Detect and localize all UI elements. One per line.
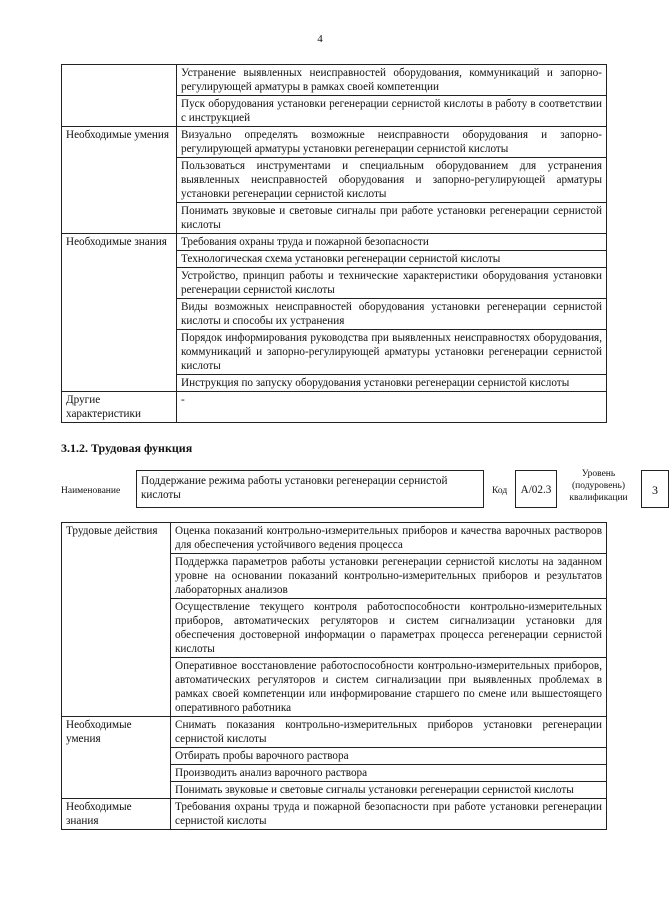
table-cell: Понимать звуковые и световые сигналы установки регенерации сернистой кислоты — [171, 782, 607, 799]
table-row — [62, 717, 607, 748]
table-row — [62, 65, 607, 96]
row-label — [62, 65, 177, 127]
row-label-knowledge: Необходимые знания — [62, 799, 171, 830]
table-cell: Оперативное восстановление работоспособности контрольно-измерительных приборов, автоматических регуляторов и систем сигнализации при выявленных проблемах в рамках своей компетенции или информирование старшего по смене или вышестоящего оперативного работника — [171, 658, 607, 717]
name-label: Наименование — [61, 486, 121, 496]
row-label-knowledge: Необходимые знания — [62, 234, 177, 392]
table-cell: Отбирать пробы варочного раствора — [171, 748, 607, 765]
professional-requirements-table-1 — [61, 64, 607, 423]
table-cell: Устранение выявленных неисправностей оборудования, коммуникаций и запорно-регулирующей арматуры в рамках своей компетенции — [177, 65, 607, 96]
table-row — [62, 799, 607, 830]
row-label-skills: Необходимые умения — [62, 127, 177, 234]
row-label-skills: Необходимые умения — [62, 717, 171, 799]
table-cell: Поддержка параметров работы установки регенерации сернистой кислоты на заданном уровне на основании показаний контрольно-измерительных приборов и результатов лабораторных анализов — [171, 554, 607, 599]
row-label-other: Другие характеристики — [62, 392, 177, 423]
section-title: 3.1.2. Трудовая функция — [61, 441, 193, 455]
table-cell: Производить анализ варочного раствора — [171, 765, 607, 782]
qualification-level: 3 — [641, 470, 669, 508]
row-label-actions: Трудовые действия — [62, 523, 171, 717]
table-cell: Пуск оборудования установки регенерации сернистой кислоты в работу в соответствии с инструкцией — [177, 96, 607, 127]
table-cell: Требования охраны труда и пожарной безопасности при работе установки регенерации сернистой кислоты — [171, 799, 607, 830]
code-label: Код — [492, 486, 508, 496]
table-cell: Технологическая схема установки регенерации сернистой кислоты — [177, 251, 607, 268]
table-cell: Оценка показаний контрольно-измерительных приборов и качества варочных растворов для обеспечения устойчивого ведения процесса — [171, 523, 607, 554]
table-cell: Инструкция по запуску оборудования установки регенерации сернистой кислоты — [177, 375, 607, 392]
table-cell: Порядок информирования руководства при выявленных неисправностях оборудования, коммуникаций и запорно-регулирующей арматуры установки регенерации сернистой кислоты — [177, 330, 607, 375]
table-row — [62, 392, 607, 423]
table-cell: Осуществление текущего контроля работоспособности контрольно-измерительных приборов, автоматических регуляторов и систем сигнализации установки для обеспечения достоверной информации о параметрах процесса регенерации сернистой кислоты — [171, 599, 607, 658]
table-cell: Требования охраны труда и пожарной безопасности — [177, 234, 607, 251]
function-header — [61, 468, 658, 516]
table-row — [62, 523, 607, 554]
table-cell: Понимать звуковые и световые сигналы при работе установки регенерации сернистой кислоты — [177, 203, 607, 234]
table-cell: Пользоваться инструментами и специальным оборудованием для устранения выявленных неисправностей оборудования и запорно-регулирующей арматуры установки регенерации сернистой кислоты — [177, 158, 607, 203]
table-cell: Визуально определять возможные неисправности оборудования и запорно-регулирующей арматуры установки регенерации сернистой кислоты — [177, 127, 607, 158]
professional-requirements-table-2 — [61, 522, 607, 830]
table-cell: Устройство, принцип работы и технические характеристики оборудования установки регенерации сернистой кислоты — [177, 268, 607, 299]
table-row — [62, 234, 607, 251]
table-cell: Виды возможных неисправностей оборудования установки регенерации сернистой кислоты и способы их устранения — [177, 299, 607, 330]
table-cell: - — [177, 392, 607, 423]
page-number: 4 — [317, 33, 323, 45]
level-label: Уровень (подуровень) квалификации — [569, 469, 628, 503]
table-cell: Снимать показания контрольно-измерительных приборов установки регенерации сернистой кислоты — [171, 717, 607, 748]
function-code: A/02.3 — [515, 470, 557, 508]
function-name: Поддержание режима работы установки регенерации сернистой кислоты — [136, 470, 484, 508]
table-row — [62, 127, 607, 158]
